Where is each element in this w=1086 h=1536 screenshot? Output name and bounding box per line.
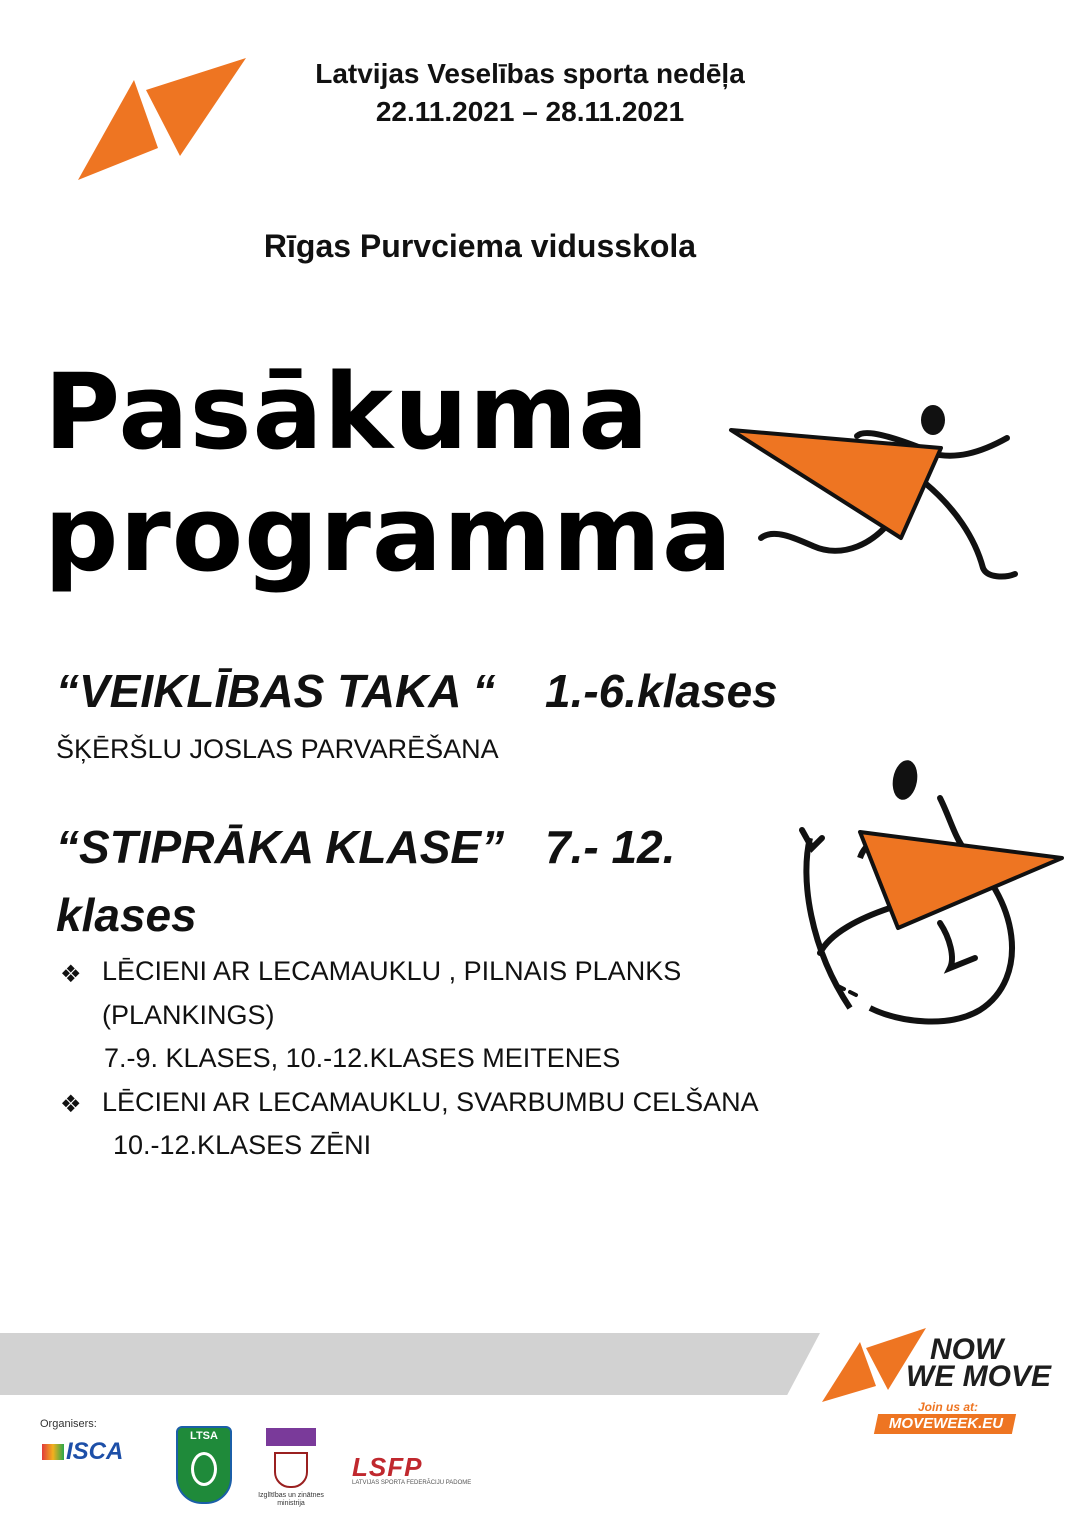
lsfp-subtitle: LATVIJAS SPORTA FEDERĀCIJU PADOME (352, 1480, 472, 1486)
moveweek-logo (76, 56, 250, 184)
bullet2-line2: 10.-12.KLASES ZĒNI (113, 1130, 372, 1160)
event-week-dates: 22.11.2021 – 28.11.2021 (375, 96, 685, 127)
running-figure-illustration (725, 398, 1025, 588)
event1-subtitle: ŠĶĒRŠLU JOSLAS PARVARĒŠANA (56, 734, 499, 764)
isca-logo: ISCA (42, 1436, 142, 1468)
lsfp-logo: LSFP (352, 1452, 423, 1482)
moveweek-url: MOVEWEEK.EU (888, 1415, 1004, 1432)
event2-classes-cont: klases (56, 889, 197, 941)
we-move-label: WE MOVE (906, 1360, 1052, 1393)
event1-title: “VEIKLĪBAS TAKA “ (56, 665, 496, 717)
event2-title: “STIPRĀKA KLASE” (56, 821, 505, 873)
bullet1-line2: (PLANKINGS) (102, 1000, 275, 1030)
bullet-icon: ❖ (60, 961, 82, 988)
page-title-line1: Pasākuma (44, 351, 650, 473)
ministry-color-bar (266, 1428, 316, 1446)
ltsa-logo: LTSA (176, 1426, 232, 1504)
footer-band (0, 1333, 820, 1395)
now-label: NOW (930, 1333, 1004, 1366)
bullet1-line1: LĒCIENI AR LECAMAUKLU , PILNAIS PLANKS (102, 956, 682, 986)
event2-classes: 7.- 12. (545, 821, 676, 873)
page-title-line2: programma (44, 473, 734, 595)
ministry-crest-icon (274, 1452, 308, 1488)
event1-classes: 1.-6.klases (545, 665, 778, 717)
bullet-icon: ❖ (60, 1091, 82, 1118)
bullet1-line3: 7.-9. KLASES, 10.-12.KLASES MEITENES (104, 1043, 621, 1073)
bullet2-line1: LĒCIENI AR LECAMAUKLU, SVARBUMBU CELŠANA (102, 1087, 759, 1117)
school-name: Rīgas Purvciema vidusskola (263, 228, 697, 264)
event-week-title: Latvijas Veselības sporta nedēļa (315, 58, 745, 89)
join-label: Join us at: (918, 1400, 979, 1414)
jumping-figure-illustration (790, 758, 1070, 1028)
ministry-label: Izglītības un zinātnes ministrija (258, 1492, 324, 1507)
organisers-label: Organisers: (40, 1418, 97, 1430)
